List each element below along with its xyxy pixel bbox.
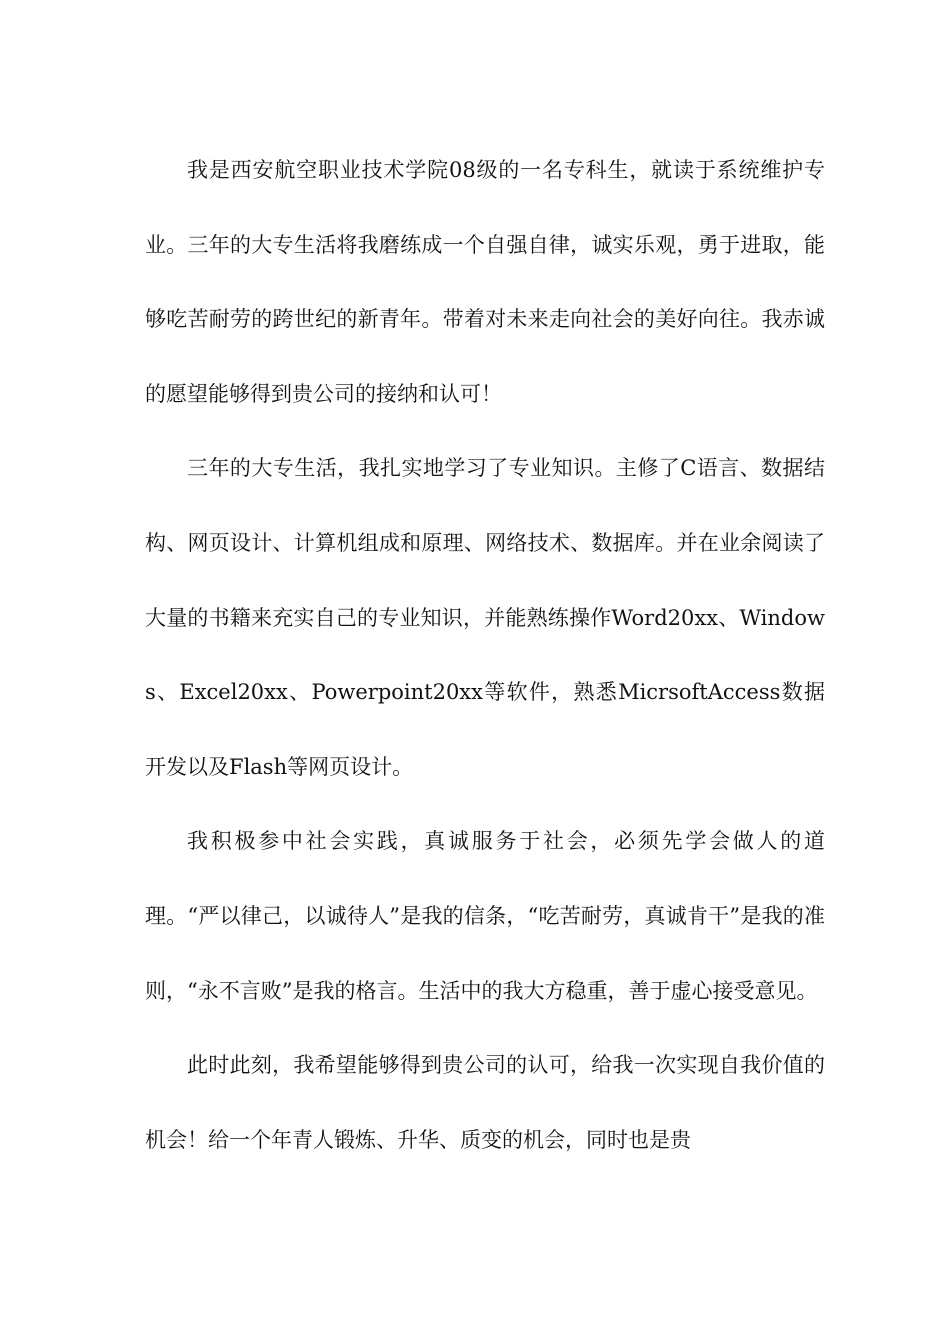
paragraph-intro: 我是西安航空职业技术学院08级的一名专科生，就读于系统维护专业。三年的大专生活将我磨练成一个自强自律，诚实乐观，勇于进取，能够吃苦耐劳的跨世纪的新青年。带着对未来走向社会的美好向往。我赤诚的愿望能够得到贵公司的接纳和认可！ — [145, 158, 825, 406]
paragraph-closing: 此时此刻，我希望能够得到贵公司的认可，给我一次实现自我价值的机会！给一个年青人锻炼、升华、质变的机会，同时也是贵 — [145, 1053, 825, 1152]
paragraph-practice: 我积极参中社会实践，真诚服务于社会，必须先学会做人的道理。“严以律己，以诚待人”是我的信条，“吃苦耐劳，真诚肯干”是我的准则，“永不言败”是我的格言。生活中的我大方稳重，善于虚心接受意见。 — [145, 829, 825, 1003]
document-body — [145, 133, 825, 1177]
paragraph-studies: 三年的大专生活，我扎实地学习了专业知识。主修了C语言、数据结构、网页设计、计算机组成和原理、网络技术、数据库。并在业余阅读了大量的书籍来充实自己的专业知识，并能熟练操作Word20xx、Windows、Excel20xx、Powerpoint20xx等软件，熟悉MicrsoftAccess数据开发以及Flash等网页设计。 — [145, 456, 825, 779]
